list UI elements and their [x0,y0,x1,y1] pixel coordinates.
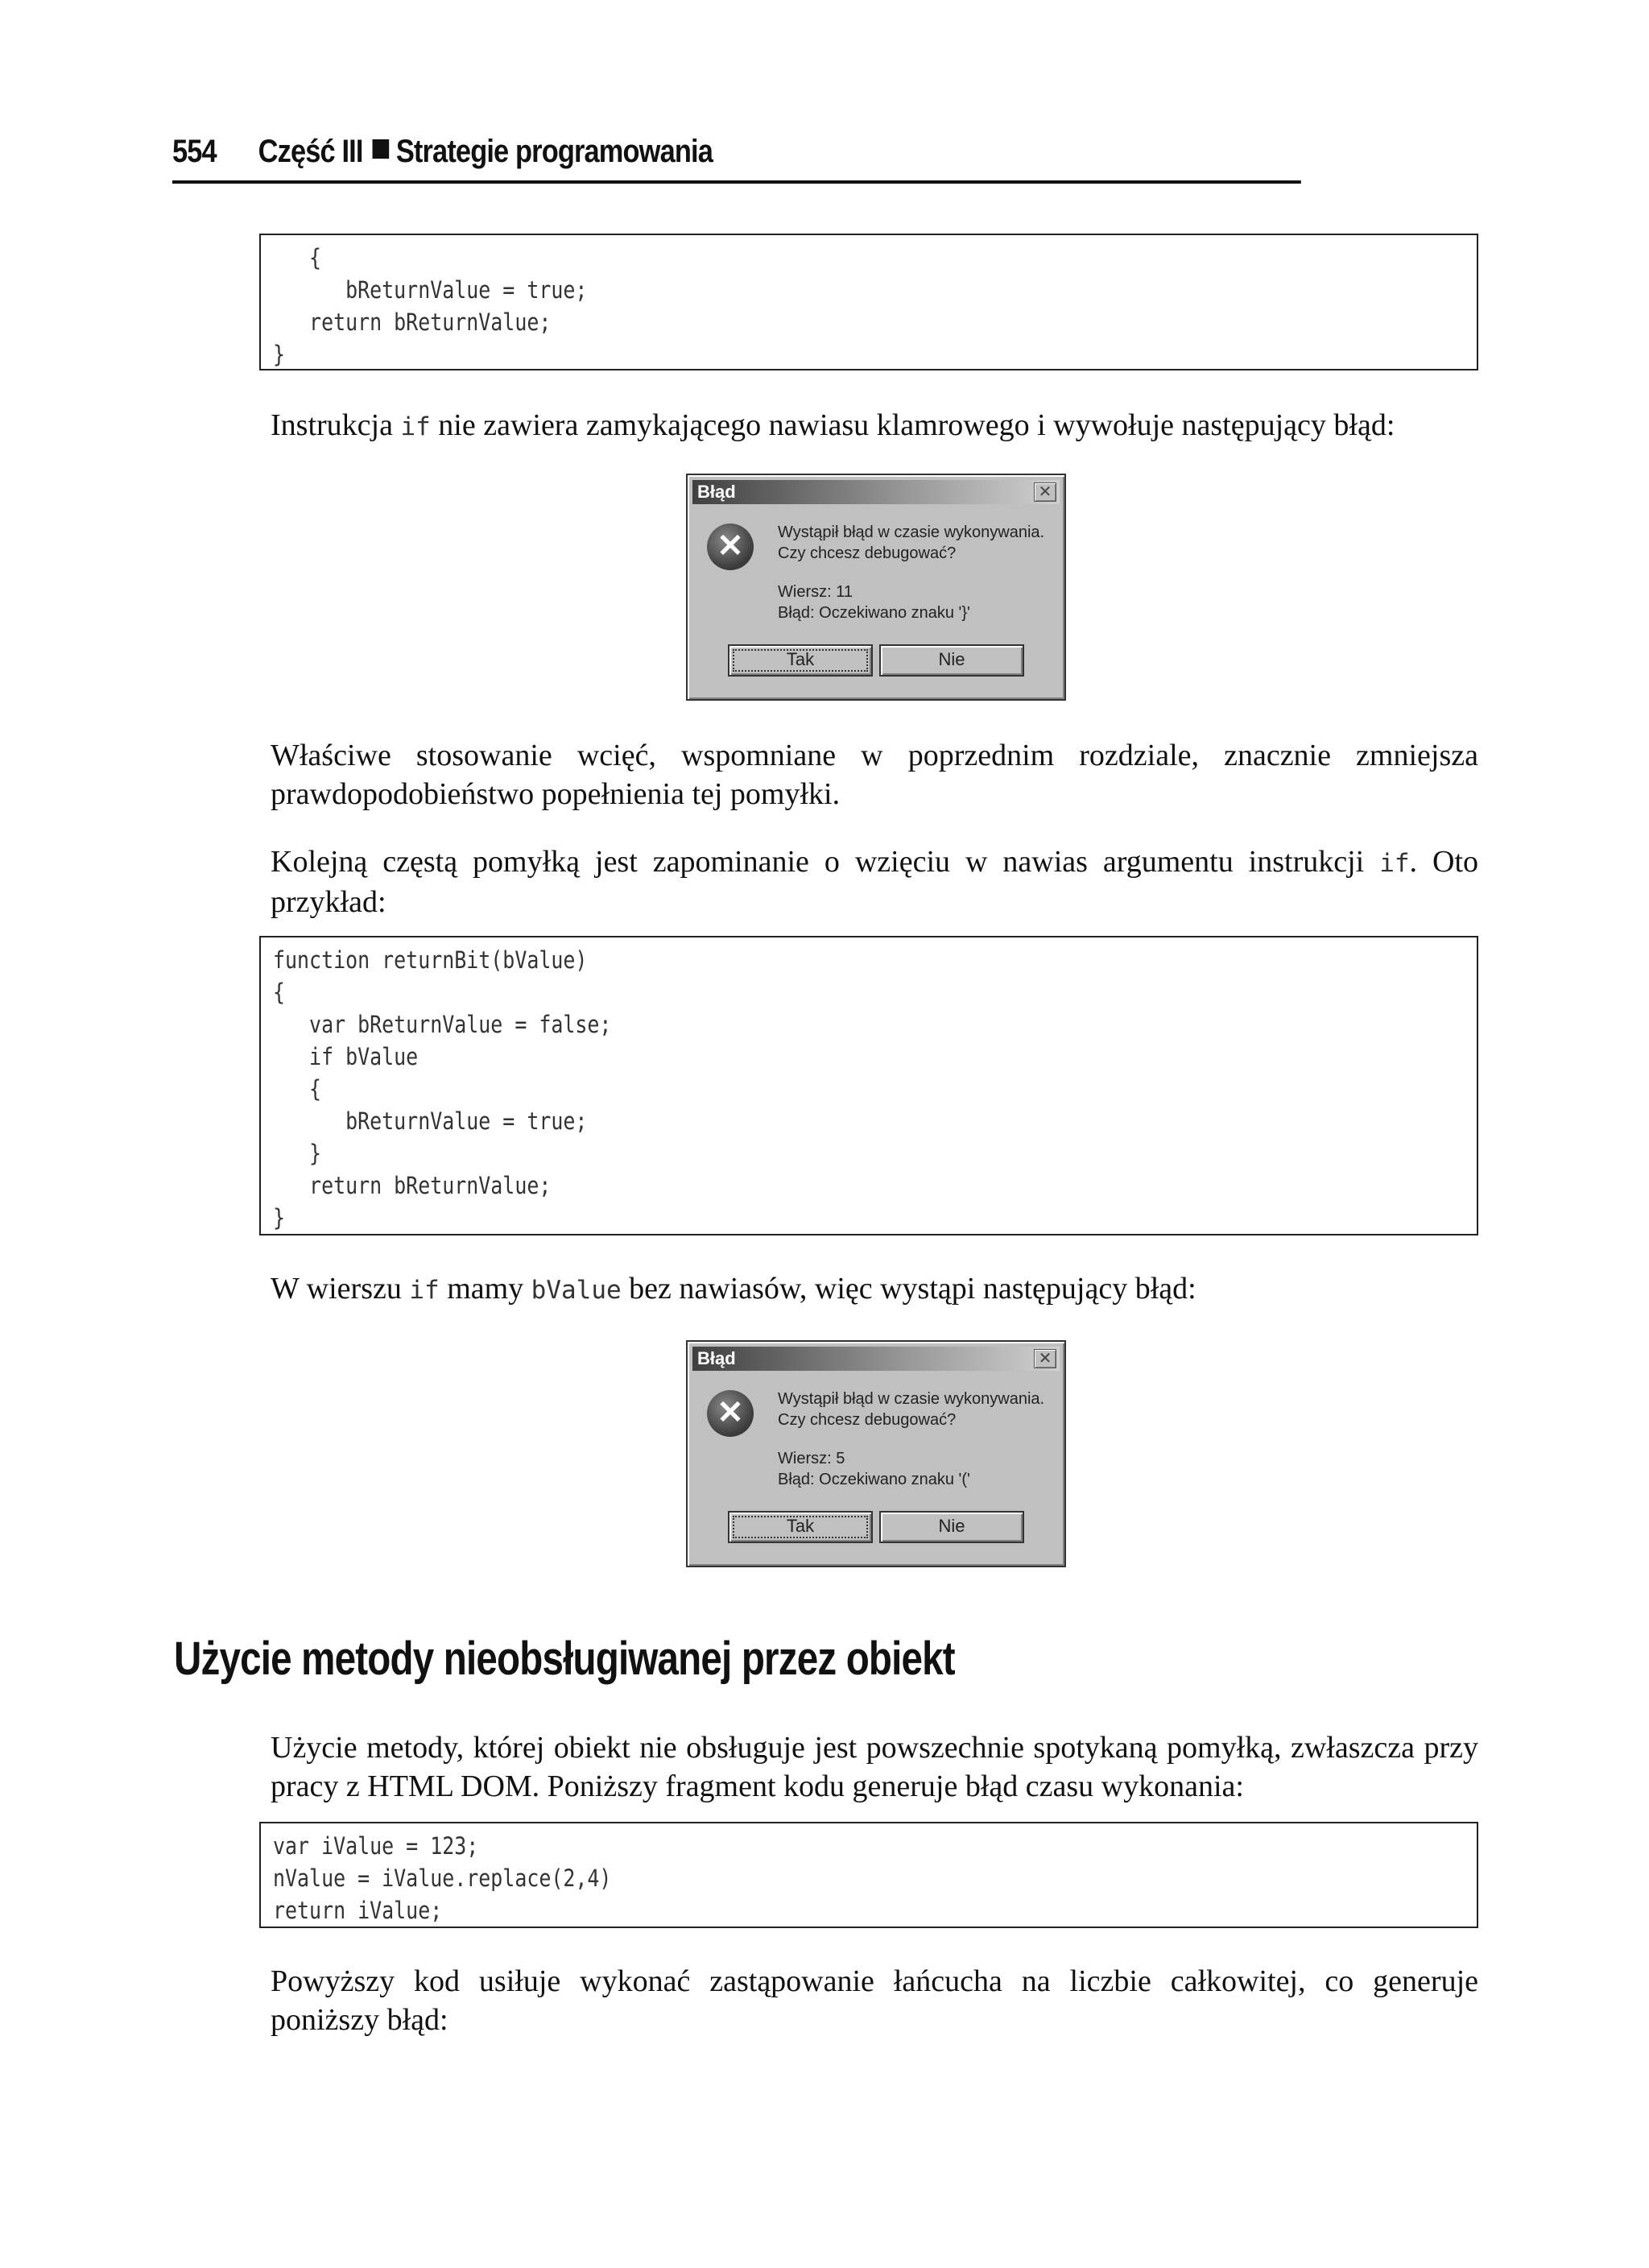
paragraph-6: Powyższy kod usiłuje wykonać zastąpowanie łańcucha na liczbie całkowitej, co generuje poniższy błąd: [271,1964,1478,2037]
paragraph-2: Właściwe stosowanie wcięć, wspomniane w poprzednim rozdziale, znacznie zmniejsza prawdopodobieństwo popełnienia tej pomyłki. [271,739,1478,811]
section-title: Użycie metody nieobsługiwanej przez obiekt [174,1633,955,1685]
dialog-title: Błąd [697,1348,736,1368]
dialog-message-line: Wiersz: 11 [778,583,853,601]
close-icon[interactable]: ✕ [1034,1349,1056,1368]
code-line: return bReturnValue; [261,308,552,336]
code-block-2 [259,936,1478,1235]
code-line: bReturnValue = true; [261,276,588,304]
close-icon[interactable]: ✕ [1034,482,1056,502]
no-button[interactable]: Nie [879,644,1024,677]
code-line: { [261,244,322,271]
code-block-1 [259,234,1478,370]
dialog-message-line: Błąd: Oczekiwano znaku '(' [778,1471,970,1488]
yes-button[interactable]: Tak [728,1511,873,1543]
text: . Oto przykład: [271,845,1479,919]
code-line: { [261,979,286,1006]
inline-code: if [409,1276,440,1305]
code-line: var bReturnValue = false; [261,1011,612,1038]
code-line: } [261,1140,322,1167]
running-header [172,129,1301,184]
text: bez nawiasów, więc wystąpi następujący błąd: [621,1272,1196,1306]
code-line: function returnBit(bValue) [261,946,588,974]
yes-button[interactable]: Tak [728,644,873,677]
square-bullet-icon [373,139,390,159]
dialog-message-line: Błąd: Oczekiwano znaku '}' [778,604,970,622]
inline-code: if [1379,849,1410,878]
dialog-message-line: Wiersz: 5 [778,1450,845,1467]
dialog-message-line: Czy chcesz debugować? [778,544,957,562]
error-icon: ✕ [707,524,754,570]
error-dialog-1 [686,474,1066,701]
paragraph-5: Użycie metody, której obiekt nie obsługuje jest powszechnie spotykaną pomyłką, zwłaszcza przy pracy z HTML DOM. Poniższy fragment kodu generuje błąd czasu wykonania: [271,1731,1478,1803]
text: Kolejną częstą pomyłką jest zapominanie o wzięciu w nawias argumentu instrukcji [271,845,1380,879]
error-dialog-2 [686,1340,1066,1567]
code-line: bReturnValue = true; [261,1107,588,1135]
paragraph-4 [271,1269,1478,1310]
page-number: 554 [172,134,217,169]
error-icon: ✕ [707,1390,754,1437]
dialog-titlebar [692,1347,1060,1371]
code-line: } [261,1204,286,1231]
code-line: nValue = iValue.replace(2,4) [261,1864,612,1892]
code-line: var iValue = 123; [261,1832,479,1860]
code-line: } [261,341,286,368]
code-line: { [261,1075,322,1103]
dialog-message-line: Wystąpił błąd w czasie wykonywania. [778,524,1045,541]
part-label: Część III [258,134,363,169]
text: mamy [439,1272,531,1306]
inline-code: if [400,412,431,441]
dialog-message-line: Wystąpił błąd w czasie wykonywania. [778,1390,1045,1408]
text: Instrukcja [271,408,401,442]
chapter-title: Strategie programowania [395,134,713,169]
text: nie zawiera zamykającego nawiasu klamrowego i wywołuje następujący błąd: [430,408,1395,442]
code-line: if bValue [261,1043,419,1070]
code-line: return iValue; [261,1897,443,1924]
dialog-title: Błąd [697,482,736,502]
header-part [258,134,713,170]
paragraph-1 [271,406,1478,446]
code-line: return bReturnValue; [261,1172,552,1199]
no-button[interactable]: Nie [879,1511,1024,1543]
inline-code: bValue [531,1276,622,1305]
paragraph-3 [271,842,1478,921]
dialog-message-line: Czy chcesz debugować? [778,1411,957,1429]
code-block-3 [259,1822,1478,1928]
dialog-titlebar [692,480,1060,504]
text: W wierszu [271,1272,410,1306]
